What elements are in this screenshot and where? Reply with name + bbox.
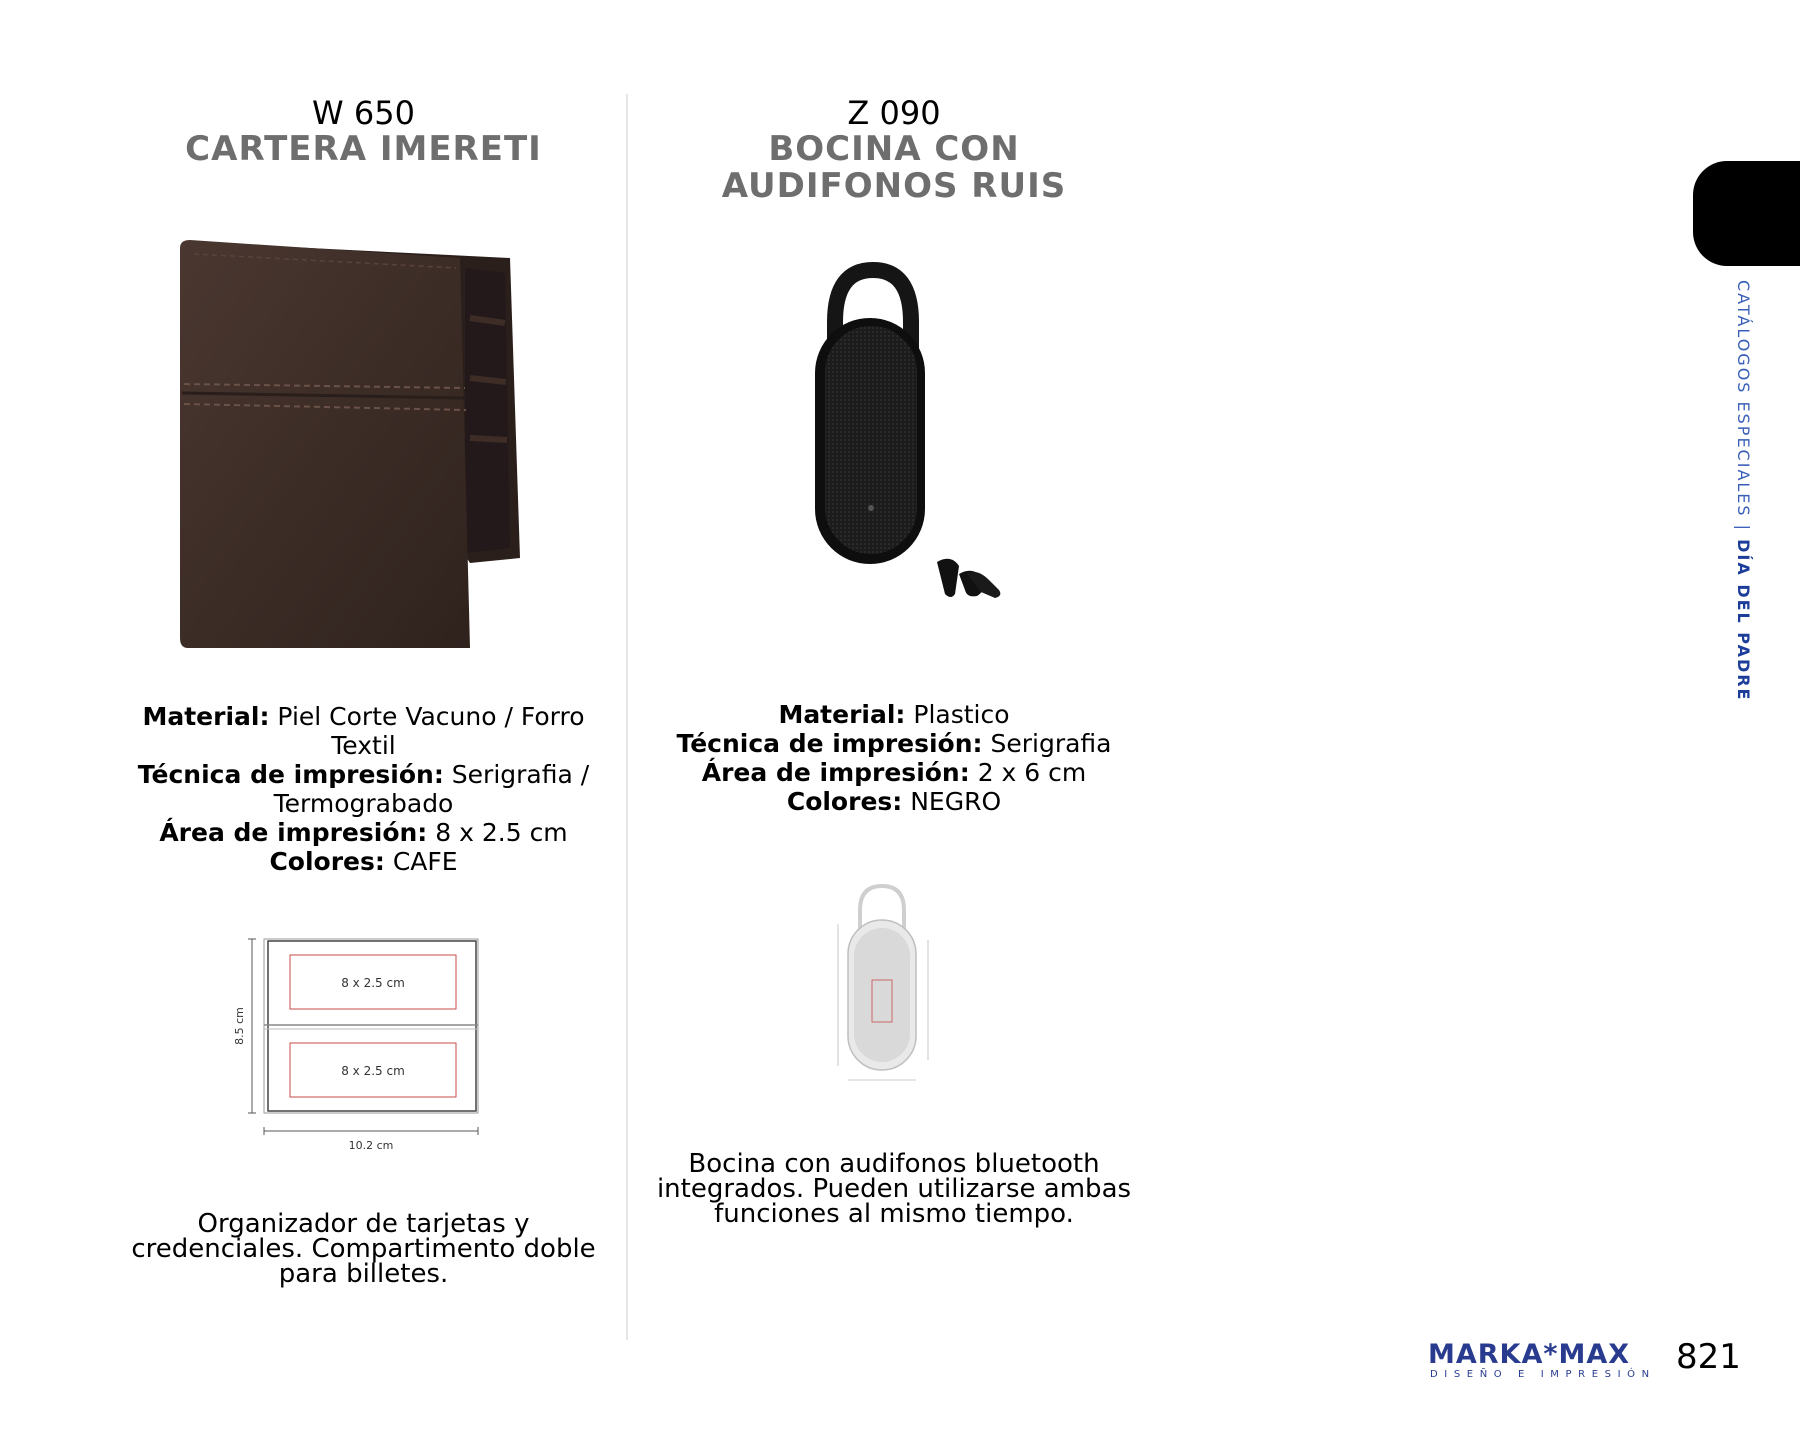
brand-logo xyxy=(1428,1341,1668,1379)
section-tab xyxy=(1693,161,1800,266)
sidebar-separator: | xyxy=(1734,524,1753,533)
product-code: Z 090 xyxy=(847,94,941,132)
product-description: Organizador de tarjetas y credenciales. Compartimento doble para billetes. xyxy=(131,1209,596,1289)
product-specs: Material: Piel Corte Vacuno / Forro Textil Técnica de impresión: Serigrafia / Termograbado Área de impresión: 8 x 2.5 cm Colores: CAFE xyxy=(137,702,590,876)
brand-tagline: DISEÑO E IMPRESIÓN xyxy=(1430,1369,1656,1380)
wallet-print-area-drawing xyxy=(228,935,488,1155)
speaker-photo xyxy=(787,262,1047,622)
product-name: CARTERA IMERETI xyxy=(185,129,542,169)
print-area-label-top: 8 x 2.5 cm xyxy=(341,976,405,990)
product-specs: Material: Plastico Técnica de impresión: Serigrafia Área de impresión: 2 x 6 cm Colores: NEGRO xyxy=(676,700,1112,816)
sidebar-category: DÍA DEL PADRE xyxy=(1734,539,1753,702)
sidebar-section: CATÁLOGOS ESPECIALES xyxy=(1734,280,1753,518)
brand-name: MARKA*MAX xyxy=(1428,1339,1631,1370)
width-dimension-label: 10.2 cm xyxy=(348,1139,394,1152)
page-number: 821 xyxy=(1676,1337,1741,1377)
sidebar-section-label xyxy=(1729,280,1759,702)
speaker-print-area-drawing xyxy=(832,880,952,1090)
product-code: W 650 xyxy=(312,94,415,132)
product-name: BOCINA CON AUDIFONOS RUIS xyxy=(721,129,1067,206)
height-dimension-label: 8.5 cm xyxy=(233,1007,246,1045)
wallet-photo xyxy=(160,228,580,658)
print-area-label-bottom: 8 x 2.5 cm xyxy=(341,1064,405,1078)
product-description: Bocina con audifonos bluetooth integrados. Pueden utilizarse ambas funciones al mismo tiempo. xyxy=(656,1149,1132,1229)
